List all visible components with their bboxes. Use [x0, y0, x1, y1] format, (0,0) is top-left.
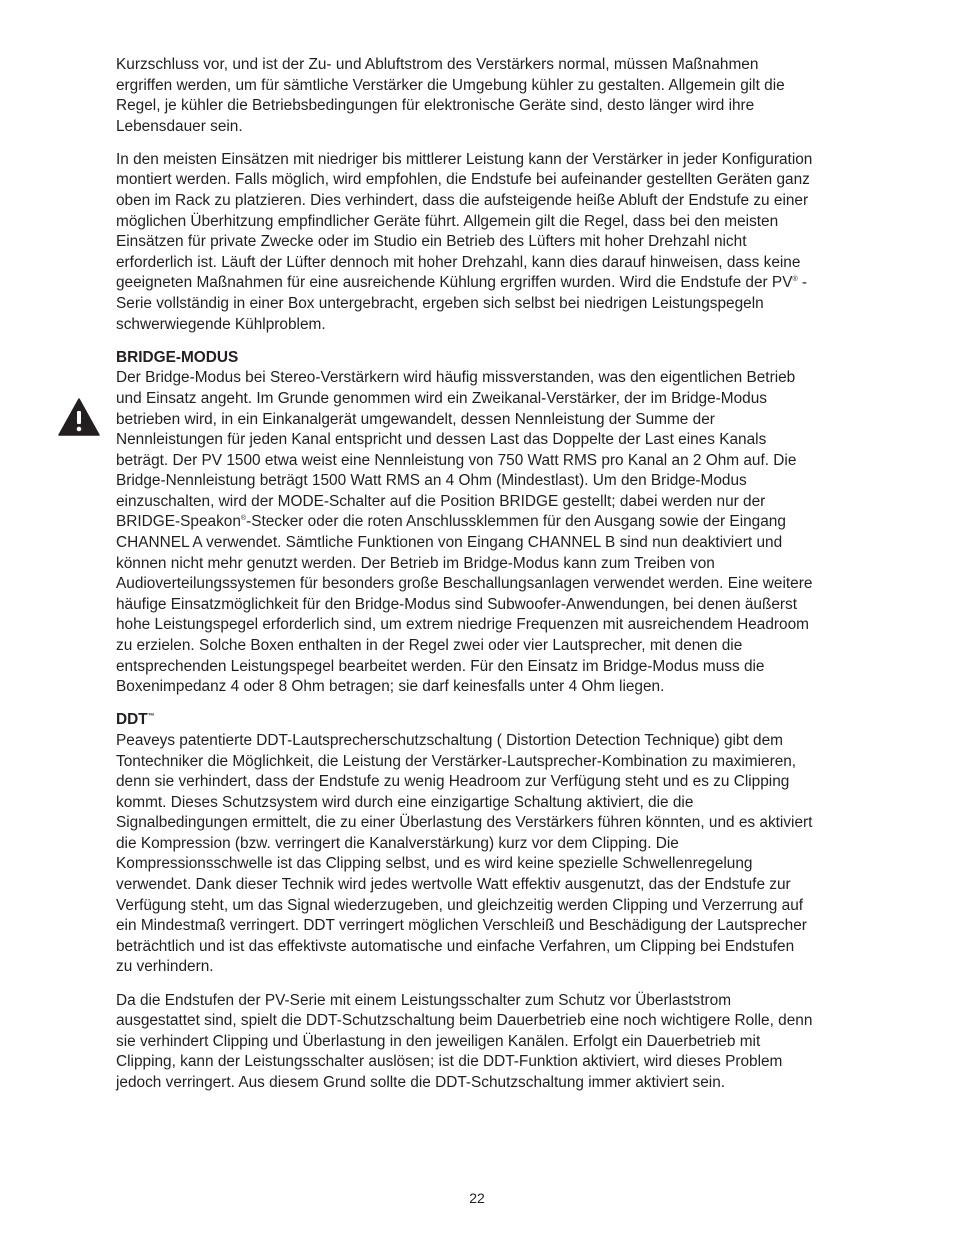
text-line: montiert werden. Falls möglich, wird empfohlen, die Endstufe bei aufeinander gestellten Geräten ganz	[116, 171, 810, 189]
text-line: Peaveys patentierte DDT-Lautsprecherschutzschaltung ( Distortion Detection Technique) gibt dem	[116, 731, 783, 749]
trademark-mark: ™	[147, 713, 155, 721]
text-segment: geeigneten Maßnahmen für eine ausreichende Kühlung ergriffen wurden. Wird die Endstufe der PV	[116, 274, 793, 292]
text-line: beträchtlich und ist das effektivste automatische und einfache Verfahren, um Clipping bei Endstufen	[116, 937, 795, 955]
text-line: Der Bridge-Modus bei Stereo-Verstärkern wird häufig missverstanden, was den eigentlichen Betrieb	[116, 369, 796, 387]
section-bridge-mode	[116, 348, 900, 698]
text-line: Audioverteilungssystemen für besonders große Beschallungsanlagen verwendet werden. Eine weitere	[116, 575, 813, 593]
paragraph-cooling-intro	[116, 55, 900, 137]
text-line: Verfügung steht, um das Signal wiederzugeben, und gleichzeitig werden Clipping und Verzerrung auf	[116, 896, 804, 914]
text-line: Bridge-Nennleistung beträgt 1500 Watt RMS an 4 Ohm (Mindestlast). Um den Bridge-Modus	[116, 472, 747, 490]
registered-mark: ®	[792, 276, 798, 284]
text-line: betrieben wird, in ein Einkanalgerät umgewandelt, dessen Nennleistung der Summe der	[116, 410, 715, 428]
text-line: entsprechenden Leistungspegel bearbeitet werden. Für den Einsatz im Bridge-Modus muss die	[116, 657, 765, 675]
heading-ddt	[116, 710, 900, 731]
paragraph-mounting	[116, 150, 900, 335]
text-line: denn sie verhindert, dass der Endstufe zu wenig Headroom zur Verfügung steht und es zu Clipping	[116, 773, 790, 791]
warning-triangle-icon	[58, 398, 100, 436]
text-line: ergriffen werden, um für sämtliche Verstärker die Umgebung kühler zu gestalten. Allgemein gilt die	[116, 76, 785, 94]
body-text	[116, 55, 900, 1106]
text-line: häufige Einsatzmöglichkeit für den Bridge-Modus sind Subwoofer-Anwendungen, bei denen äußerst	[116, 595, 798, 613]
text-line: Lebensdauer sein.	[116, 117, 243, 135]
text-line: In den meisten Einsätzen mit niedriger bis mittlerer Leistung kann der Verstärker in jeder Konfiguration	[116, 150, 813, 168]
heading-text: DDT	[116, 711, 148, 729]
paragraph-ddt-circuit-breaker	[116, 991, 900, 1094]
section-ddt	[116, 710, 900, 978]
text-line: CHANNEL A verwendet. Sämtliche Funktionen von Eingang CHANNEL B sind nun deaktiviert und	[116, 534, 783, 552]
text-line: einzuschalten, wird der MODE-Schalter auf die Position BRIDGE gestellt; dabei werden nur der	[116, 492, 766, 510]
text-line: beträgt. Der PV 1500 etwa weist eine Nennleistung von 750 Watt RMS pro Kanal an 2 Ohm auf. Die	[116, 451, 797, 469]
text-line: hohe Leistungspegel erforderlich sind, um extrem niedrige Frequenzen mit ausreichendem Headroom	[116, 616, 809, 634]
text-line	[116, 512, 900, 533]
text-line: erforderlich ist. Läuft der Lüfter dennoch mit hoher Drehzahl, kann dies darauf hinweisen, dass keine	[116, 253, 801, 271]
text-line: können nicht mehr genutzt werden. Der Betrieb im Bridge-Modus kann zum Treiben von	[116, 554, 715, 572]
text-line	[116, 273, 900, 294]
text-line: schwerwiegende Kühlproblem.	[116, 315, 326, 333]
registered-mark: ®	[240, 515, 247, 523]
text-segment: BRIDGE-Speakon	[116, 513, 241, 531]
text-line: Serie vollständig in einer Box untergebracht, ergeben sich selbst bei niedrigen Leistungspegeln	[116, 295, 764, 313]
text-segment: -	[797, 274, 808, 292]
text-line: Einsätzen für private Zwecke oder im Studio ein Betrieb des Lüfters mit hoher Drehzahl nicht	[116, 233, 747, 251]
text-line: kommt. Dieses Schutzsystem wird durch eine einzigartige Schaltung aktiviert, die die	[116, 793, 694, 811]
text-line: oben im Rack zu platzieren. Dies verhindert, dass die aufsteigende heiße Abluft der Endstufe zu einer	[116, 192, 809, 210]
text-line: die Kompression (bzw. verringert die Kanalverstärkung) kurz vor dem Clipping. Die	[116, 834, 679, 852]
text-segment: -Stecker oder die roten Anschlussklemmen für den Ausgang sowie der Eingang	[246, 513, 786, 531]
text-line: möglichen Überhitzung empfindlicher Geräte führt. Allgemein gilt die Regel, dass bei den meisten	[116, 212, 779, 230]
text-line: Kompressionsschwelle ist das Clipping selbst, und es wird keine spezielle Schwellenregelung	[116, 855, 753, 873]
text-line: und Einsatz angeht. Im Grunde genommen wird ein Zweikanal-Verstärker, der im Bridge-Modus	[116, 389, 767, 407]
text-line: Da die Endstufen der PV-Serie mit einem Leistungsschalter zum Schutz vor Überlaststrom	[116, 991, 732, 1009]
text-line: ausgestattet sind, spielt die DDT-Schutzschaltung beim Dauerbetrieb eine noch wichtigere Rolle, denn	[116, 1012, 813, 1030]
text-line: Clipping, kann der Leistungsschalter auslösen; ist die DDT-Funktion aktiviert, wird dieses Problem	[116, 1053, 783, 1071]
text-line: jedoch verringert. Aus diesem Grund sollte die DDT-Schutzschaltung immer aktiviert sein.	[116, 1073, 726, 1091]
text-line: Tontechniker die Möglichkeit, die Leistung der Verstärker-Lautsprecher-Kombination zu maximieren,	[116, 752, 797, 770]
text-line: Regel, je kühler die Betriebsbedingungen für elektronische Geräte sind, desto länger wird ihre	[116, 97, 755, 115]
text-line: Boxenimpedanz 4 oder 8 Ohm betragen; sie darf keinesfalls unter 4 Ohm liegen.	[116, 678, 665, 696]
text-line: Kurzschluss vor, und ist der Zu- und Abluftstrom des Verstärkers normal, müssen Maßnahmen	[116, 56, 759, 73]
page-number: 22	[469, 1190, 485, 1206]
text-line: zu erzielen. Solche Boxen enthalten in der Regel zwei oder vier Lautsprecher, mit denen die	[116, 637, 743, 655]
text-line: Signalbedingungen ermittelt, die zu einer Überlastung des Verstärkers führen könnten, und es aktiviert	[116, 814, 813, 832]
text-line: zu verhindern.	[116, 958, 214, 976]
text-line: Nennleistungen für jeden Kanal entspricht und dessen Last das Doppelte der Last eines Kanals	[116, 431, 767, 449]
text-line: verwendet. Dank dieser Technik wird jedes wertvolle Watt effektiv ausgenutzt, das der Endstufe zur	[116, 876, 791, 894]
text-line: sie verhindert Clipping und Überlastung in den jeweiligen Kanälen. Erfolgt ein Dauerbetrieb mit	[116, 1032, 761, 1050]
text-line: ein Mindestmaß verringert. DDT verringert möglichen Verschleiß und Beschädigung der Lautsprecher	[116, 917, 807, 935]
heading-bridge-mode: BRIDGE-MODUS	[116, 348, 239, 366]
